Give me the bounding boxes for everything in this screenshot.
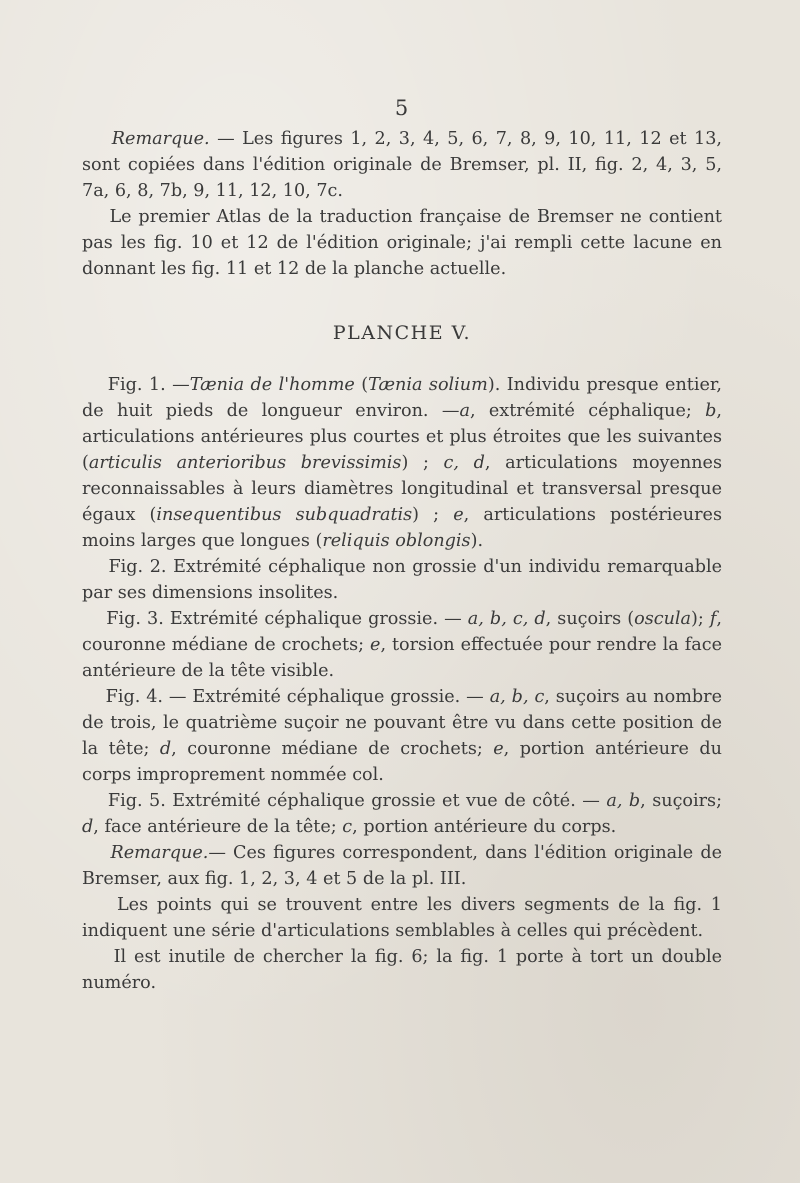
fig1-latin-3: insequentibus subquadratis [156, 505, 413, 525]
fig3-text-2: ); [691, 609, 710, 629]
fig1-letter-e: e [453, 505, 464, 525]
fig3-oscula: oscula [634, 609, 692, 629]
fig1-text-3: , articulations antérieures plus courtes et plus étroites que les suivantes ( [82, 401, 722, 473]
fig3-letters-abcd: a, b, c, d [467, 609, 546, 629]
fig5-text-3: , portion antérieure du corps. [352, 817, 617, 837]
fig1-paren: ( [354, 375, 369, 395]
fig1-letter-b: b [705, 401, 717, 421]
fig1-text-8: ). [470, 531, 484, 551]
fig3-text-1: , suçoirs ( [545, 609, 635, 629]
fig5-paragraph [82, 788, 722, 840]
fig5-letter-d: d [82, 817, 94, 837]
fig4-letter-d: d [159, 739, 172, 759]
fig4-lead: Fig. 4. — Extrémité céphalique grossie. — [105, 687, 484, 707]
remarque-text: — Les figures 1, 2, 3, 4, 5, 6, 7, 8, 9, 10, 11, 12 et 13, sont copiées dans l'édition originale de Bremser, pl. II, fig. 2, 4, 3, 5, 7a, 6, 8, 7b, 9, 11, 12, 10, 7c. [82, 129, 723, 201]
fig4-letters-abc: a, b, c [489, 687, 545, 707]
fig1-text-2: , extrémité céphalique; [469, 401, 706, 421]
fig4-letter-e: e [493, 739, 504, 759]
fig1-letters-cd: c, d [443, 453, 485, 473]
fig4-text-2: , couronne médiane de crochets; [171, 739, 494, 759]
fig5-text-1: , suçoirs; [640, 791, 723, 811]
remarque-paragraph [82, 126, 722, 204]
fig5-letters-ab: a, b [606, 791, 641, 811]
fig6-note-text: Il est inutile de chercher la fig. 6; la fig. 1 porte à tort un double numéro. [82, 947, 723, 993]
fig3-paragraph [82, 606, 722, 684]
points-note-paragraph [82, 892, 722, 944]
fig1-text-4: ) ; [401, 453, 444, 473]
fig3-lead: Fig. 3. Extrémité céphalique grossie. — [106, 609, 462, 629]
fig2-text: Fig. 2. Extrémité céphalique non grossie d'un individu remarquable par ses dimensions insolites. [82, 557, 722, 603]
remarque-label: Remarque. [111, 129, 210, 149]
remarque-2-label: Remarque. [110, 843, 209, 863]
atlas-note-paragraph [82, 204, 722, 282]
fig1-text-6: ) ; [412, 505, 454, 525]
remarque-2-text: — Ces figures correspondent, dans l'édition originale de Bremser, aux fig. 1, 2, 3, 4 et 5 de la pl. III. [82, 843, 722, 889]
fig4-text-3: , portion antérieure du corps improprement nommée col. [82, 739, 722, 785]
fig1-lead: Fig. 1. — [107, 375, 190, 395]
fig5-text-2: , face antérieure de la tête; [93, 817, 343, 837]
fig4-text-1: , suçoirs au nombre de trois, le quatrième suçoir ne pouvant être vu dans cette position de la tête; [82, 687, 722, 759]
fig3-text-3: , couronne médiane de crochets; [82, 609, 723, 655]
fig1-text-5: , articulations moyennes reconnaissables à leurs diamètres longitudinal et transversal presque égaux ( [82, 453, 723, 525]
atlas-note-text: Le premier Atlas de la traduction française de Bremser ne contient pas les fig. 10 et 12 de l'édition originale; j'ai rempli cette lacune en donnant les fig. 11 et 12 de la planche actuelle. [82, 207, 723, 279]
fig3-letter-f: f [709, 609, 717, 629]
fig1-text-7: , articulations postérieures moins larges que longues ( [82, 505, 722, 551]
points-note-text: Les points qui se trouvent entre les divers segments de la fig. 1 indiquent une série d'articulations semblables à celles qui précèdent. [82, 895, 723, 941]
fig1-letter-a: a [459, 401, 470, 421]
fig1-latin-2: articulis anterioribus brevissimis [88, 453, 402, 473]
planche-heading: PLANCHE V. [332, 322, 472, 344]
page-content [82, 96, 722, 996]
fig6-note-paragraph [82, 944, 722, 996]
fig5-lead: Fig. 5. Extrémité céphalique grossie et vue de côté. — [107, 791, 600, 811]
fig2-paragraph [82, 554, 722, 606]
fig1-paragraph [82, 372, 722, 554]
remarque-2-paragraph [82, 840, 722, 892]
fig3-letter-e: e [370, 635, 381, 655]
fig1-text-1: ). Individu presque entier, de huit pieds de longueur environ. — [82, 375, 722, 421]
fig5-letter-c: c [342, 817, 353, 837]
fig1-latin-name: Tænia solium [368, 375, 488, 395]
fig1-name: Tænia de l'homme [189, 375, 355, 395]
page-number: 5 [394, 96, 410, 120]
fig4-paragraph [82, 684, 722, 788]
fig1-latin-4: reliquis oblongis [322, 531, 471, 551]
fig3-text-4: , torsion effectuée pour rendre la face antérieure de la tête visible. [82, 635, 722, 681]
